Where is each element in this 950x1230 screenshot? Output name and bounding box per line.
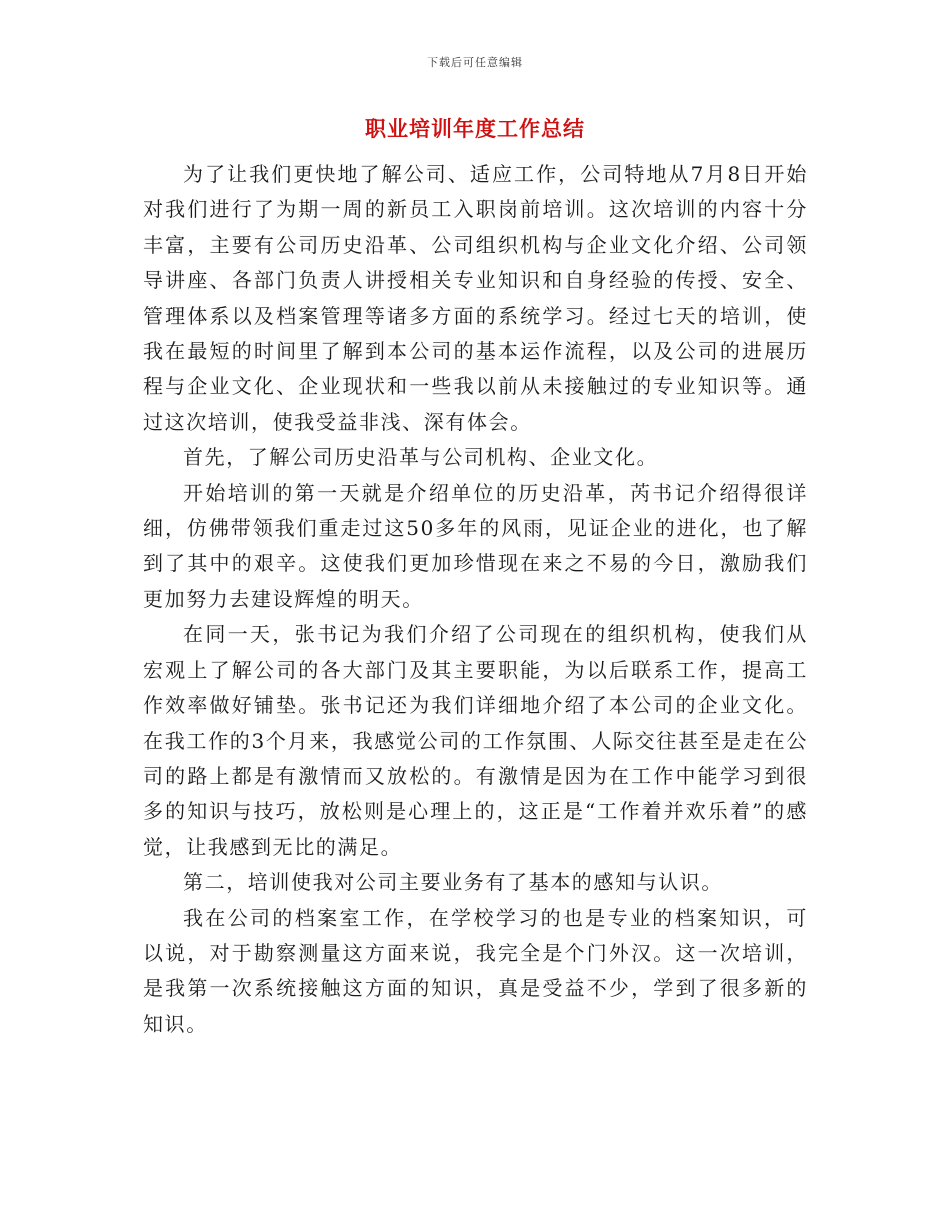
- paragraph: 我在公司的档案室工作，在学校学习的也是专业的档案知识，可以说，对于勘察测量这方面来说，我完全是个门外汉。这一次培训，是我第一次系统接触这方面的知识，真是受益不少，学到了很多新的知识。: [143, 905, 808, 1036]
- document-body: [143, 157, 808, 1042]
- paragraph: 在同一天，张书记为我们介绍了公司现在的组织机构，使我们从宏观上了解公司的各大部门及其主要职能，为以后联系工作，提高工作效率做好铺垫。张书记还为我们详细地介绍了本公司的企业文化。在我工作的3个月来，我感觉公司的工作氛围、人际交往甚至是走在公司的路上都是有激情而又放松的。有激情是因为在工作中能学习到很多的知识与技巧，放松则是心理上的，这正是“工作着并欢乐着”的感觉，让我感到无比的满足。: [143, 622, 808, 859]
- paragraph: 为了让我们更快地了解公司、适应工作，公司特地从7月8日开始对我们进行了为期一周的新员工入职岗前培训。这次培训的内容十分丰富，主要有公司历史沿革、公司组织机构与企业文化介绍、公司领导讲座、各部门负责人讲授相关专业知识和自身经验的传授、安全、管理体系以及档案管理等诸多方面的系统学习。经过七天的培训，使我在最短的时间里了解到本公司的基本运作流程，以及公司的进展历程与企业文化、企业现状和一些我以前从未接触过的专业知识等。通过这次培训，使我受益非浅、深有体会。: [143, 162, 808, 434]
- document-title: 职业培训年度工作总结: [365, 117, 585, 141]
- paragraph: 开始培训的第一天就是介绍单位的历史沿革，芮书记介绍得很详细，仿佛带领我们重走过这50多年的风雨，见证企业的进化，也了解到了其中的艰辛。这使我们更加珍惜现在来之不易的今日，激励我们更加努力去建设辉煌的明天。: [143, 480, 808, 611]
- header-note: 下载后可任意编辑: [427, 56, 523, 69]
- paragraph: 首先，了解公司历史沿革与公司机构、企业文化。: [183, 445, 659, 470]
- paragraph: 第二，培训使我对公司主要业务有了基本的感知与认识。: [183, 870, 723, 895]
